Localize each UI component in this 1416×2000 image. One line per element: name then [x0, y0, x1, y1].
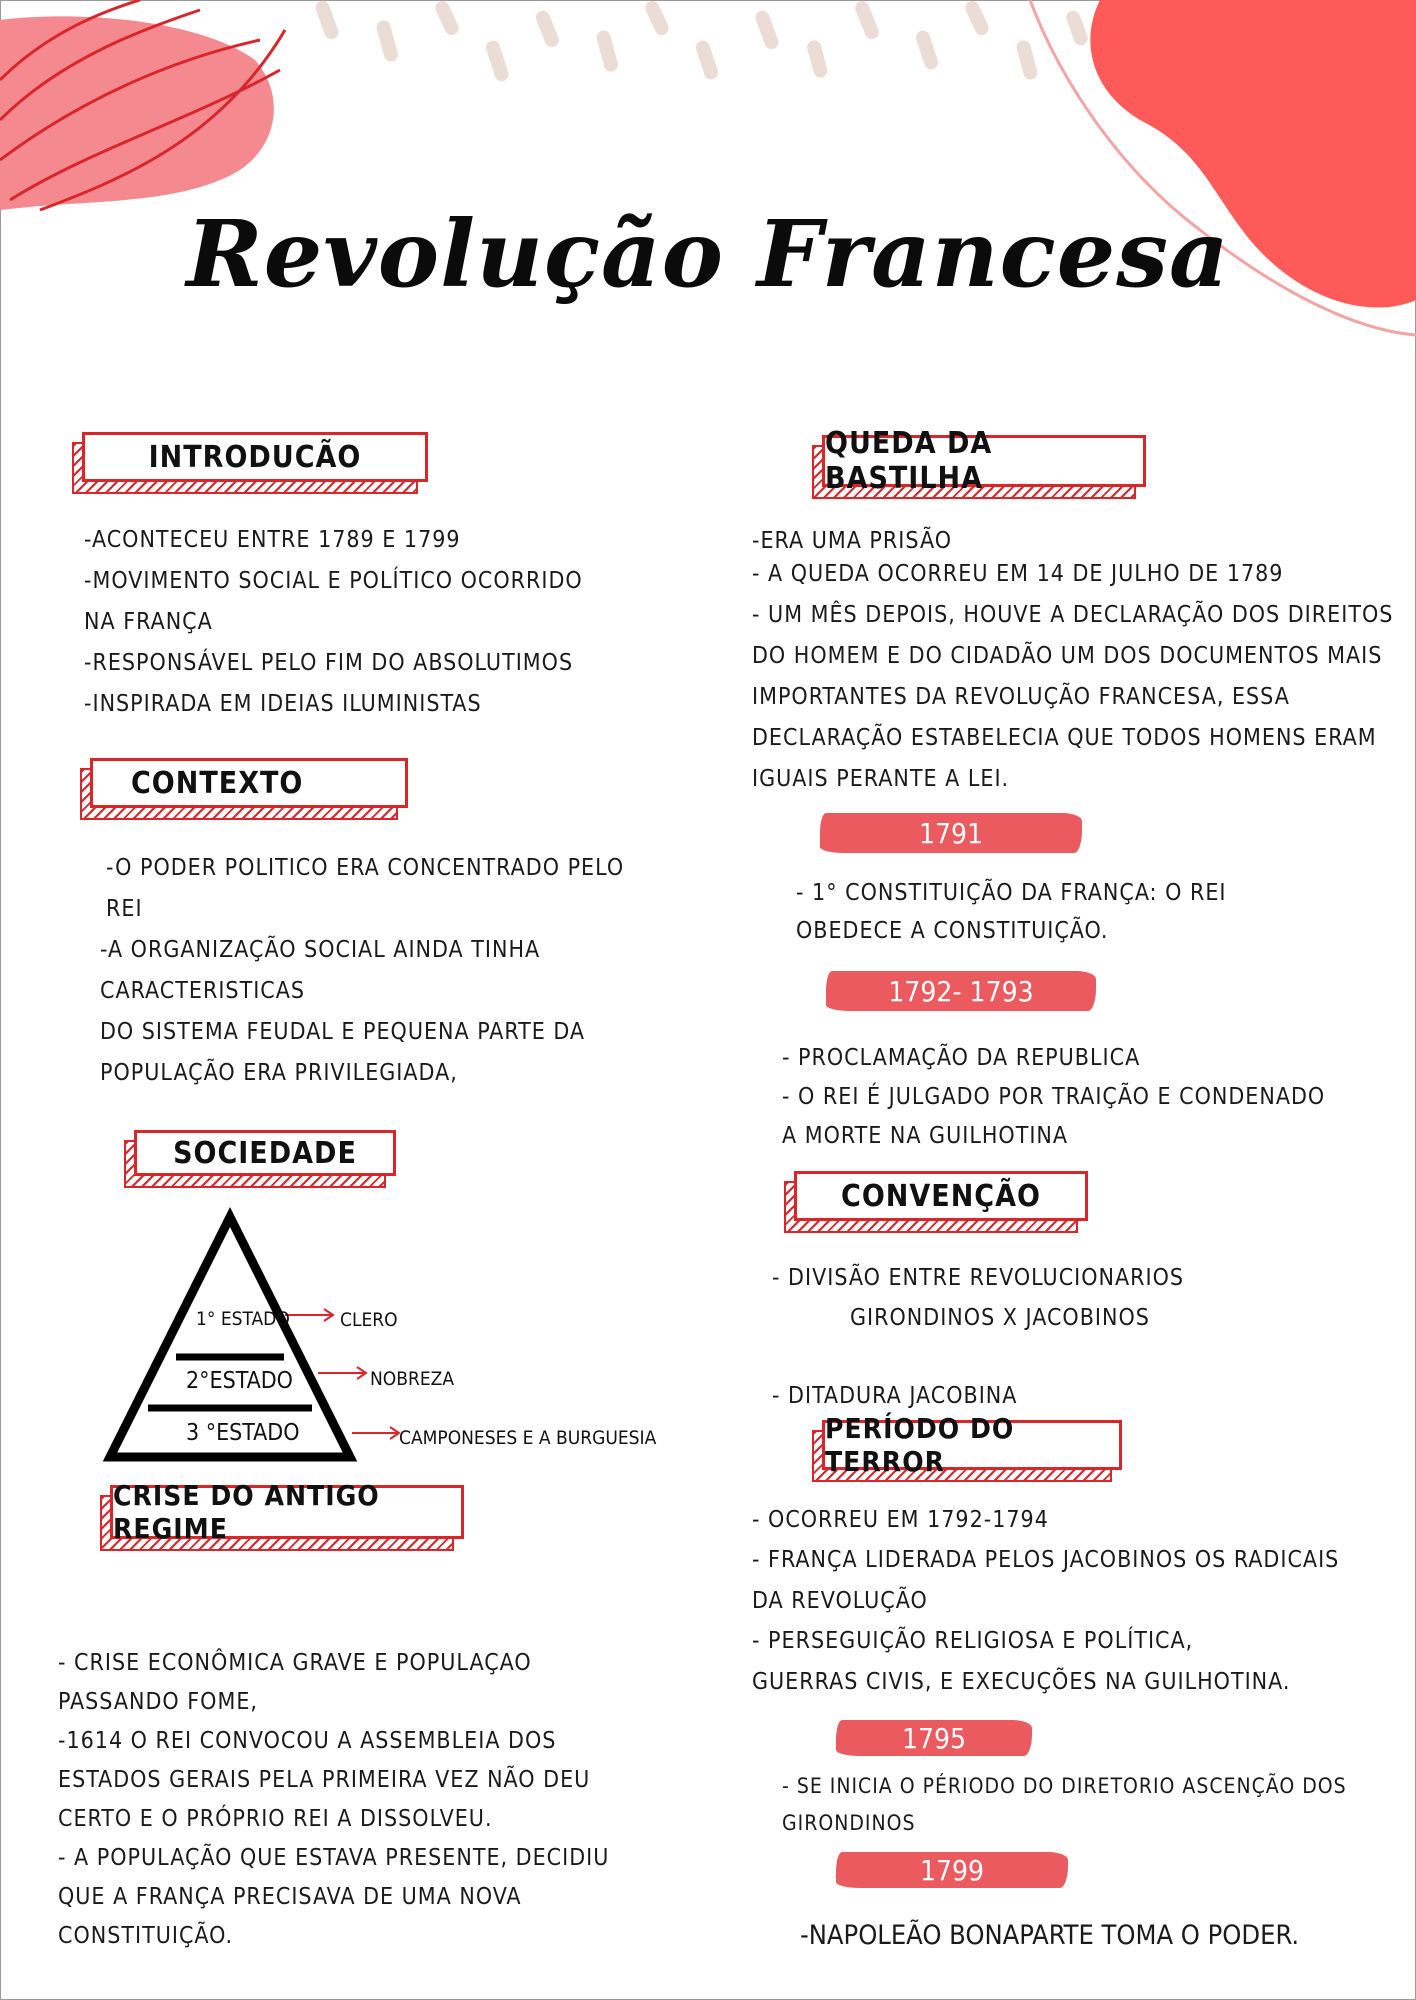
- text-line: -O PODER POLITICO ERA CONCENTRADO PELO: [106, 855, 625, 881]
- text-line: - PROCLAMAÇÃO DA REPUBLICA: [782, 1045, 1141, 1071]
- text-line: - PERSEGUIÇÃO RELIGIOSA E POLÍTICA,: [752, 1628, 1194, 1654]
- text-line: NA FRANÇA: [84, 609, 213, 635]
- section-header-bastilha: [822, 426, 1146, 496]
- section-header-sociedade: [134, 1130, 396, 1176]
- section-header-crise: [110, 1479, 464, 1545]
- text-line: - UM MÊS DEPOIS, HOUVE A DECLARAÇÃO DOS DIREITOS: [752, 602, 1394, 628]
- section-header-label: SOCIEDADE: [134, 1130, 396, 1176]
- text-line: - 1° CONSTITUIÇÃO DA FRANÇA: O REI: [796, 880, 1227, 906]
- text-line: DECLARAÇÃO ESTABELECIA QUE TODOS HOMENS ERAM: [752, 725, 1377, 751]
- text-line: -ERA UMA PRISÃO: [752, 528, 952, 554]
- text-line: - OCORREU EM 1792-1794: [752, 1507, 1049, 1533]
- text-line: - A QUEDA OCORREU EM 14 DE JULHO DE 1789: [752, 561, 1284, 587]
- text-line: -A ORGANIZAÇÃO SOCIAL AINDA TINHA: [100, 937, 541, 963]
- text-line: POPULAÇÃO ERA PRIVILEGIADA,: [100, 1060, 458, 1086]
- pyramid-level-1: 1° ESTADO: [196, 1308, 290, 1330]
- text-line: OBEDECE A CONSTITUIÇÃO.: [796, 918, 1109, 944]
- pyramid-level-2: 2°ESTADO: [186, 1368, 293, 1394]
- section-header-label: INTRODUCÃO: [82, 432, 428, 482]
- text-line: A MORTE NA GUILHOTINA: [782, 1123, 1069, 1149]
- section-header-label: CRISE DO ANTIGO REGIME: [110, 1485, 464, 1539]
- text-line: -MOVIMENTO SOCIAL E POLÍTICO OCORRIDO: [84, 568, 583, 594]
- text-line: DO SISTEMA FEUDAL E PEQUENA PARTE DA: [100, 1019, 586, 1045]
- text-line: - DITADURA JACOBINA: [772, 1383, 1018, 1409]
- text-line: -INSPIRADA EM IDEIAS ILUMINISTAS: [84, 691, 482, 717]
- pyramid-group-2: NOBREZA: [370, 1368, 455, 1390]
- text-line: REI: [106, 896, 143, 922]
- text-line: - FRANÇA LIDERADA PELOS JACOBINOS OS RADICAIS: [752, 1547, 1340, 1573]
- text-line: GIRONDINOS: [782, 1811, 916, 1835]
- text-line: QUE A FRANÇA PRECISAVA DE UMA NOVA: [58, 1884, 522, 1910]
- text-line: IMPORTANTES DA REVOLUÇÃO FRANCESA, ESSA: [752, 684, 1290, 710]
- text-line: - SE INICIA O PÉRIODO DO DIRETORIO ASCENÇÃO DOS: [782, 1774, 1347, 1798]
- text-line: -NAPOLEÃO BONAPARTE TOMA O PODER.: [800, 1920, 1300, 1951]
- page-title: Revolução Francesa: [186, 200, 1230, 308]
- text-line: -1614 O REI CONVOCOU A ASSEMBLEIA DOS: [58, 1728, 557, 1754]
- dash-pattern: [314, 0, 1090, 83]
- section-header-label: PERÍODO DO TERROR: [822, 1420, 1122, 1470]
- text-line: DO HOMEM E DO CIDADÃO UM DOS DOCUMENTOS MAIS: [752, 643, 1383, 669]
- section-header-label: CONTEXTO: [90, 758, 408, 808]
- text-line: - O REI É JULGADO POR TRAIÇÃO E CONDENADO: [782, 1084, 1326, 1110]
- text-line: PASSANDO FOME,: [58, 1689, 258, 1715]
- text-line: DA REVOLUÇÃO: [752, 1588, 928, 1614]
- text-line: -RESPONSÁVEL PELO FIM DO ABSOLUTIMOS: [84, 650, 574, 676]
- year-badge-1791: 1791: [820, 813, 1082, 853]
- year-badge-1795: 1795: [836, 1720, 1032, 1756]
- section-header-label: QUEDA DA BASTILHA: [822, 435, 1146, 487]
- text-line: - CRISE ECONÔMICA GRAVE E POPULAÇAO: [58, 1650, 532, 1676]
- text-line: GIRONDINOS X JACOBINOS: [850, 1305, 1150, 1331]
- year-badge-1799: 1799: [836, 1852, 1068, 1888]
- section-header-convencao: [794, 1171, 1088, 1221]
- text-line: CARACTERISTICAS: [100, 978, 306, 1004]
- text-line: - DIVISÃO ENTRE REVOLUCIONARIOS: [772, 1265, 1185, 1291]
- pyramid-group-3: CAMPONESES E A BURGUESIA: [399, 1427, 657, 1449]
- year-badge-1792-1793: 1792- 1793: [826, 971, 1096, 1011]
- section-header-introducao: [82, 432, 428, 482]
- text-line: -ACONTECEU ENTRE 1789 E 1799: [84, 527, 461, 553]
- text-line: - A POPULAÇÃO QUE ESTAVA PRESENTE, DECIDIU: [58, 1845, 610, 1871]
- pyramid-level-3: 3 °ESTADO: [186, 1420, 300, 1446]
- section-header-label: CONVENÇÃO: [794, 1171, 1088, 1221]
- text-line: GUERRAS CIVIS, E EXECUÇÕES NA GUILHOTINA.: [752, 1669, 1291, 1695]
- text-line: CONSTITUIÇÃO.: [58, 1923, 234, 1949]
- section-header-terror: [822, 1412, 1122, 1478]
- text-line: IGUAIS PERANTE A LEI.: [752, 766, 1010, 792]
- text-line: ESTADOS GERAIS PELA PRIMEIRA VEZ NÃO DEU: [58, 1767, 591, 1793]
- pyramid-group-1: CLERO: [340, 1309, 398, 1331]
- text-line: CERTO E O PRÓPRIO REI A DISSOLVEU.: [58, 1806, 493, 1832]
- section-header-contexto: [90, 758, 408, 808]
